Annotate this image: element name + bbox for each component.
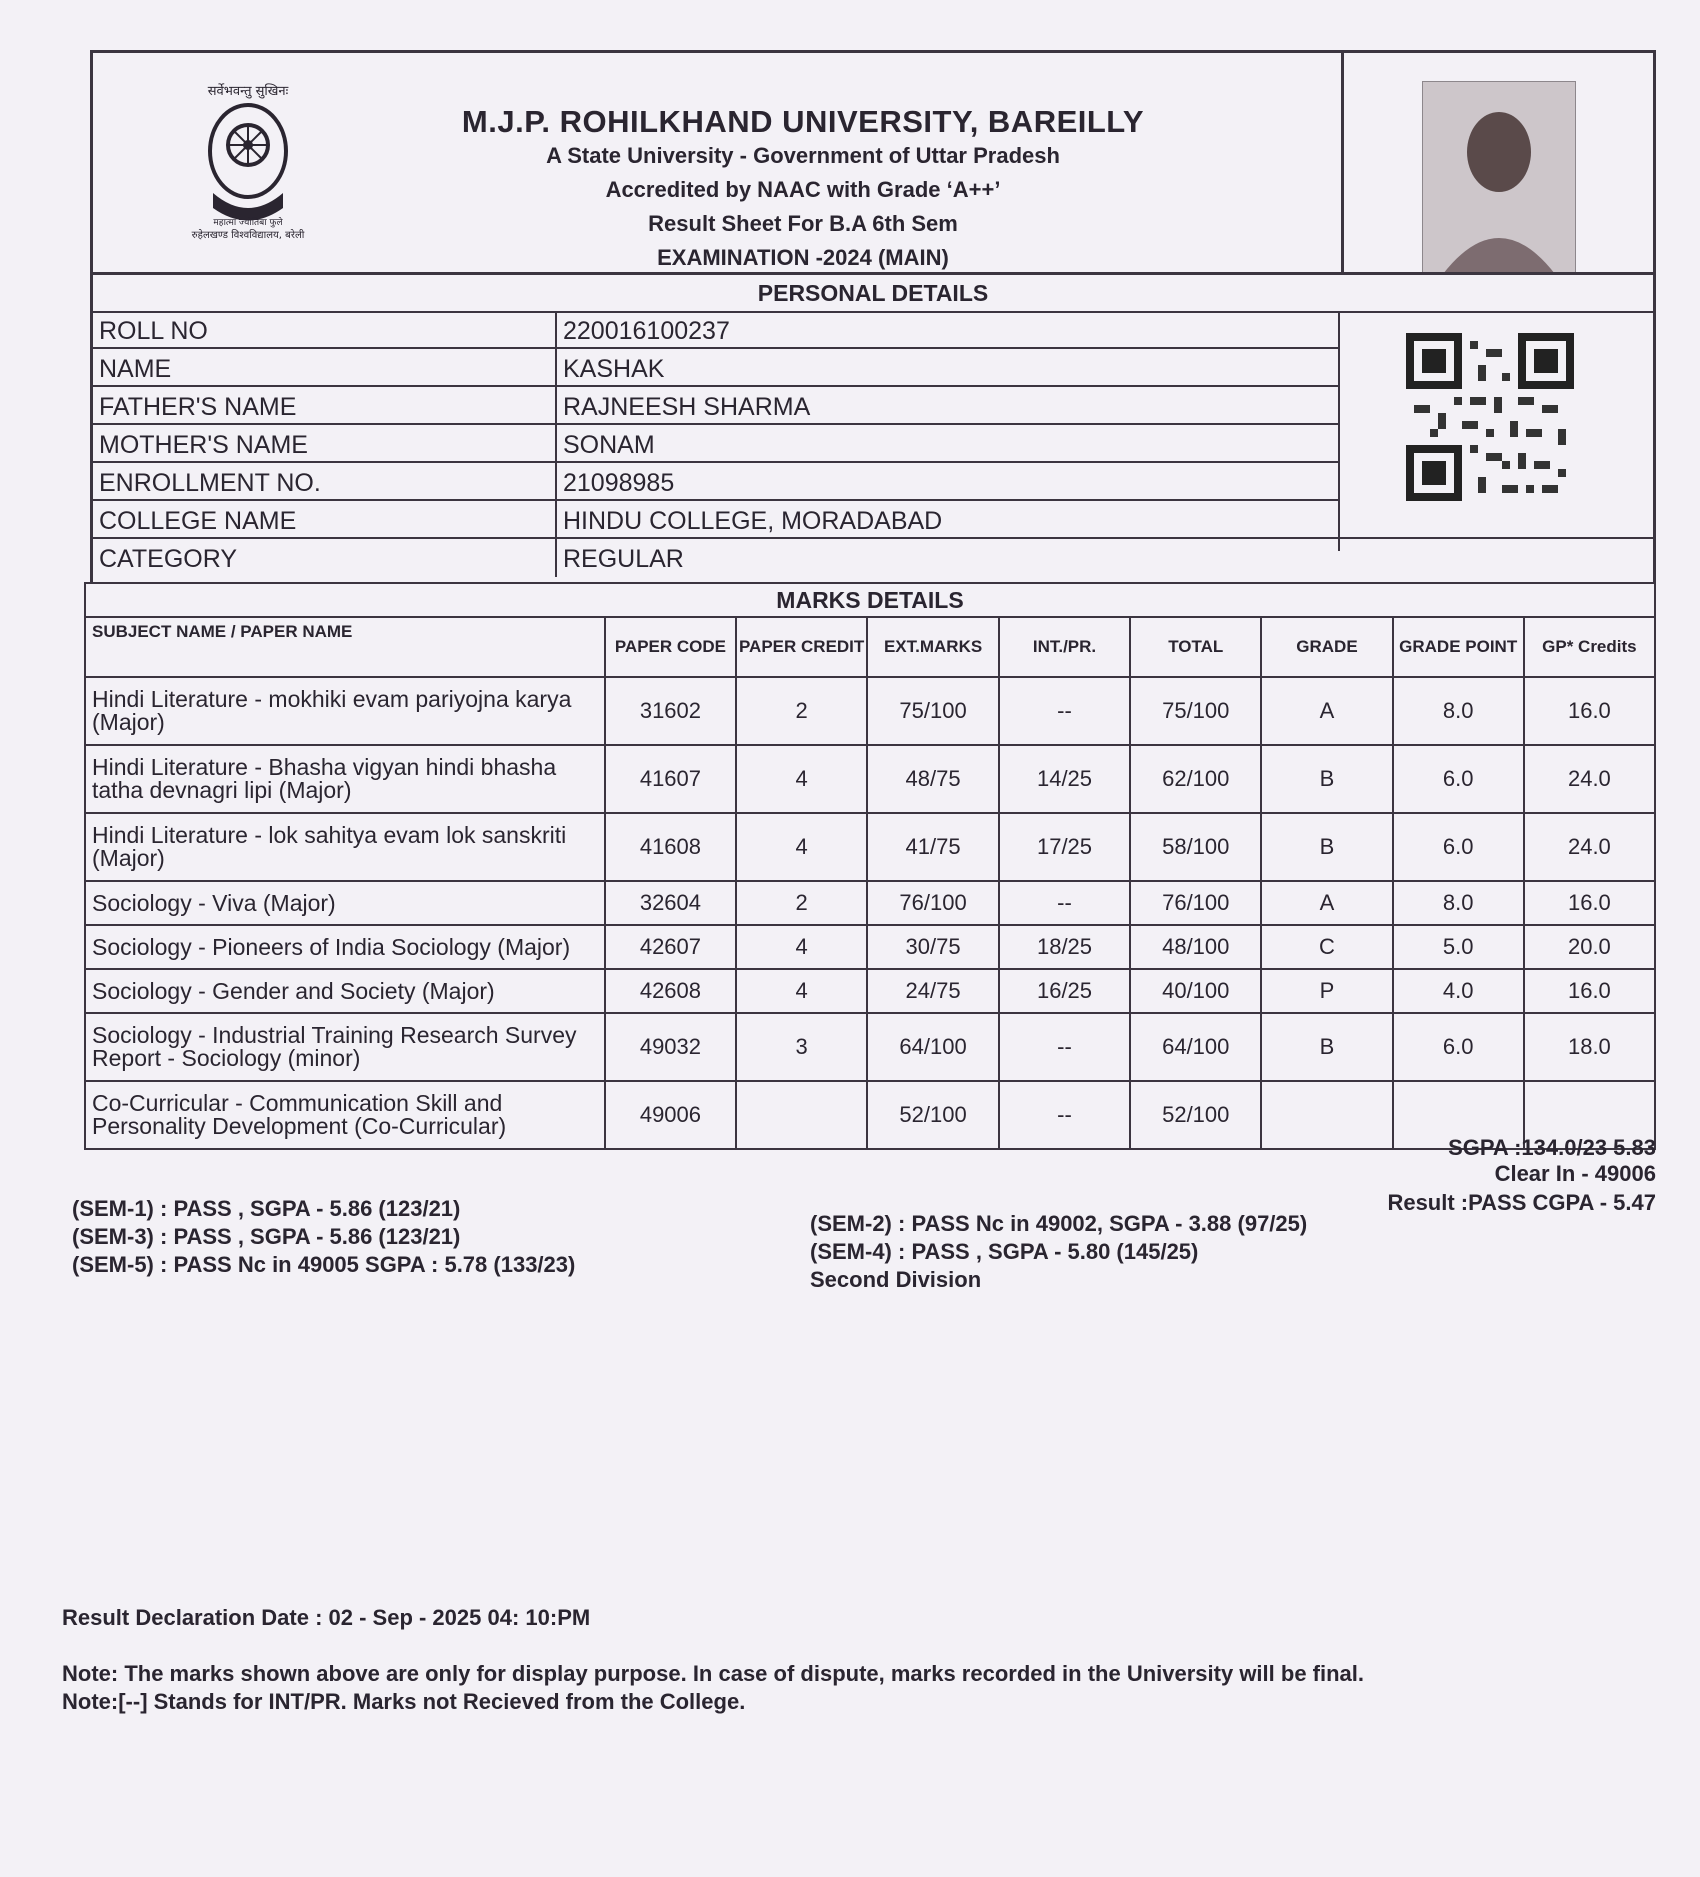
paper-credit: 4 (736, 969, 867, 1013)
note-display-purpose: Note: The marks shown above are only for display purpose. In case of dispute, marks recorded in the University will be final. (62, 1661, 1365, 1686)
int-pr: 17/25 (999, 813, 1130, 881)
paper-code: 41608 (605, 813, 736, 881)
sgpa-value: SGPA :134.0/23 5.83 (1448, 1135, 1656, 1160)
svg-text:महात्मा ज्योतिबा फुले: महात्मा ज्योतिबा फुले (213, 218, 283, 228)
row-enrollment-no (93, 463, 1338, 501)
subject-name: Sociology - Pioneers of India Sociology (Major) (85, 925, 605, 969)
row-mother-name (93, 425, 1338, 463)
header-grade: GRADE (1261, 617, 1392, 677)
table-row (85, 1013, 1655, 1081)
table-row (85, 745, 1655, 813)
semester-results-left (72, 1195, 575, 1279)
subject-name: Hindi Literature - lok sahitya evam lok sanskriti (Major) (85, 813, 605, 881)
paper-credit: 2 (736, 677, 867, 745)
paper-code: 49032 (605, 1013, 736, 1081)
ext-marks: 48/75 (867, 745, 999, 813)
qr-code-box (1338, 311, 1655, 551)
gp-credits: 16.0 (1524, 969, 1655, 1013)
ext-marks: 64/100 (867, 1013, 999, 1081)
total: 62/100 (1130, 745, 1261, 813)
grade: A (1261, 881, 1392, 925)
header-line-3: Result Sheet For B.A 6th Sem (648, 211, 958, 236)
label: ENROLLMENT NO. (99, 469, 321, 497)
header-text (423, 105, 1183, 275)
paper-code: 31602 (605, 677, 736, 745)
svg-text:रुहेलखण्ड विश्वविद्यालय, बरेली: रुहेलखण्ड विश्वविद्यालय, बरेली (191, 230, 305, 241)
header-int-pr: INT./PR. (999, 617, 1130, 677)
marks-header-row (85, 617, 1655, 677)
grade: C (1261, 925, 1392, 969)
paper-credit: 2 (736, 881, 867, 925)
table-row (85, 969, 1655, 1013)
subject-name: Hindi Literature - Bhasha vigyan hindi bhasha tatha devnagri lipi (Major) (85, 745, 605, 813)
label: ROLL NO (99, 317, 208, 345)
header-line-1: A State University - Government of Uttar Pradesh (546, 143, 1060, 168)
paper-code: 41607 (605, 745, 736, 813)
grade-point: 6.0 (1393, 813, 1524, 881)
grade-point: 6.0 (1393, 745, 1524, 813)
university-logo (163, 73, 333, 243)
ext-marks: 76/100 (867, 881, 999, 925)
ext-marks: 75/100 (867, 677, 999, 745)
svg-text:सर्वेभवन्तु सुखिनः: सर्वेभवन्तु सुखिनः (207, 84, 289, 99)
clear-in: Clear In - 49006 (1494, 1161, 1656, 1186)
total: 52/100 (1130, 1081, 1261, 1149)
table-row (85, 813, 1655, 881)
marks-details-title: MARKS DETAILS (85, 583, 1655, 617)
value: KASHAK (563, 355, 665, 383)
header-paper-code: PAPER CODE (605, 617, 736, 677)
label: MOTHER'S NAME (99, 431, 308, 459)
grade (1261, 1081, 1392, 1149)
paper-code: 42608 (605, 969, 736, 1013)
paper-credit: 3 (736, 1013, 867, 1081)
paper-credit: 4 (736, 745, 867, 813)
total: 64/100 (1130, 1013, 1261, 1081)
grade: A (1261, 677, 1392, 745)
row-roll-no (93, 311, 1338, 349)
header-ext-marks: EXT.MARKS (867, 617, 999, 677)
header-paper-credit: PAPER CREDIT (736, 617, 867, 677)
photo-box (1341, 53, 1653, 275)
row-name (93, 349, 1338, 387)
gp-credits: 24.0 (1524, 813, 1655, 881)
header-grade-point: GRADE POINT (1393, 617, 1524, 677)
paper-code: 32604 (605, 881, 736, 925)
gp-credits: 20.0 (1524, 925, 1655, 969)
paper-credit (736, 1081, 867, 1149)
grade-point: 5.0 (1393, 925, 1524, 969)
gp-credits: 24.0 (1524, 745, 1655, 813)
gp-credits: 16.0 (1524, 677, 1655, 745)
personal-details (90, 272, 1656, 582)
value: REGULAR (563, 545, 684, 573)
student-photo (1422, 81, 1576, 275)
division: Second Division (810, 1267, 982, 1292)
paper-code: 42607 (605, 925, 736, 969)
paper-code: 49006 (605, 1081, 736, 1149)
ext-marks: 24/75 (867, 969, 999, 1013)
grade: B (1261, 1013, 1392, 1081)
header-total: TOTAL (1130, 617, 1261, 677)
label: NAME (99, 355, 172, 383)
gp-credits: 16.0 (1524, 881, 1655, 925)
grade: P (1261, 969, 1392, 1013)
subject-name: Co-Curricular - Communication Skill and Personality Development (Co-Curricular) (85, 1081, 605, 1149)
note-int-pr: Note:[--] Stands for INT/PR. Marks not Recieved from the College. (62, 1689, 746, 1714)
personal-details-title: PERSONAL DETAILS (93, 275, 1653, 313)
gp-credits: 18.0 (1524, 1013, 1655, 1081)
label: CATEGORY (99, 545, 237, 573)
sem-4-result: (SEM-4) : PASS , SGPA - 5.80 (145/25) (810, 1239, 1199, 1264)
marks-table (84, 582, 1656, 1150)
university-name: M.J.P. ROHILKHAND UNIVERSITY, BAREILLY (461, 104, 1145, 139)
qr-code (1406, 333, 1574, 501)
sem-1-result: (SEM-1) : PASS , SGPA - 5.86 (123/21) (72, 1196, 461, 1221)
header-line-2: Accredited by NAAC with Grade ‘A++’ (605, 177, 1001, 202)
value: HINDU COLLEGE, MORADABAD (563, 507, 943, 535)
subject-name: Hindi Literature - mokhiki evam pariyojna karya (Major) (85, 677, 605, 745)
sem-2-result: (SEM-2) : PASS Nc in 49002, SGPA - 3.88 (97/25) (810, 1211, 1308, 1236)
table-row (85, 677, 1655, 745)
int-pr: 18/25 (999, 925, 1130, 969)
total: 40/100 (1130, 969, 1261, 1013)
subject-name: Sociology - Gender and Society (Major) (85, 969, 605, 1013)
value: 21098985 (563, 469, 675, 497)
grade: B (1261, 813, 1392, 881)
total: 58/100 (1130, 813, 1261, 881)
int-pr: -- (999, 881, 1130, 925)
value: 220016100237 (563, 317, 730, 345)
semester-results-right (810, 1210, 1307, 1294)
int-pr: 16/25 (999, 969, 1130, 1013)
table-row (85, 881, 1655, 925)
int-pr: -- (999, 1081, 1130, 1149)
result-declaration-date: Result Declaration Date : 02 - Sep - 2025 04: 10:PM (62, 1605, 591, 1630)
total: 48/100 (1130, 925, 1261, 969)
subject-name: Sociology - Industrial Training Research Survey Report - Sociology (minor) (85, 1013, 605, 1081)
paper-credit: 4 (736, 925, 867, 969)
sem-5-result: (SEM-5) : PASS Nc in 49005 SGPA : 5.78 (133/23) (72, 1252, 576, 1277)
sgpa-summary (1448, 1135, 1656, 1187)
label: COLLEGE NAME (99, 507, 297, 535)
sem-3-result: (SEM-3) : PASS , SGPA - 5.86 (123/21) (72, 1224, 461, 1249)
int-pr: 14/25 (999, 745, 1130, 813)
table-row (85, 925, 1655, 969)
notes (62, 1660, 1364, 1716)
total: 76/100 (1130, 881, 1261, 925)
header-subject: SUBJECT NAME / PAPER NAME (85, 617, 605, 677)
total: 75/100 (1130, 677, 1261, 745)
header-line-4: EXAMINATION -2024 (MAIN) (657, 245, 949, 270)
ext-marks: 41/75 (867, 813, 999, 881)
int-pr: -- (999, 677, 1130, 745)
value: SONAM (563, 431, 655, 459)
grade-point: 6.0 (1393, 1013, 1524, 1081)
subject-name: Sociology - Viva (Major) (85, 881, 605, 925)
grade-point: 4.0 (1393, 969, 1524, 1013)
header-gp-credits: GP* Credits (1524, 617, 1655, 677)
paper-credit: 4 (736, 813, 867, 881)
int-pr: -- (999, 1013, 1130, 1081)
ext-marks: 30/75 (867, 925, 999, 969)
label: FATHER'S NAME (99, 393, 297, 421)
grade: B (1261, 745, 1392, 813)
ext-marks: 52/100 (867, 1081, 999, 1149)
sheet-header (90, 50, 1656, 272)
grade-point: 8.0 (1393, 677, 1524, 745)
result-cgpa: Result :PASS CGPA - 5.47 (1387, 1190, 1656, 1215)
row-father-name (93, 387, 1338, 425)
table-row (85, 1081, 1655, 1149)
grade-point: 8.0 (1393, 881, 1524, 925)
value: RAJNEESH SHARMA (563, 393, 811, 421)
